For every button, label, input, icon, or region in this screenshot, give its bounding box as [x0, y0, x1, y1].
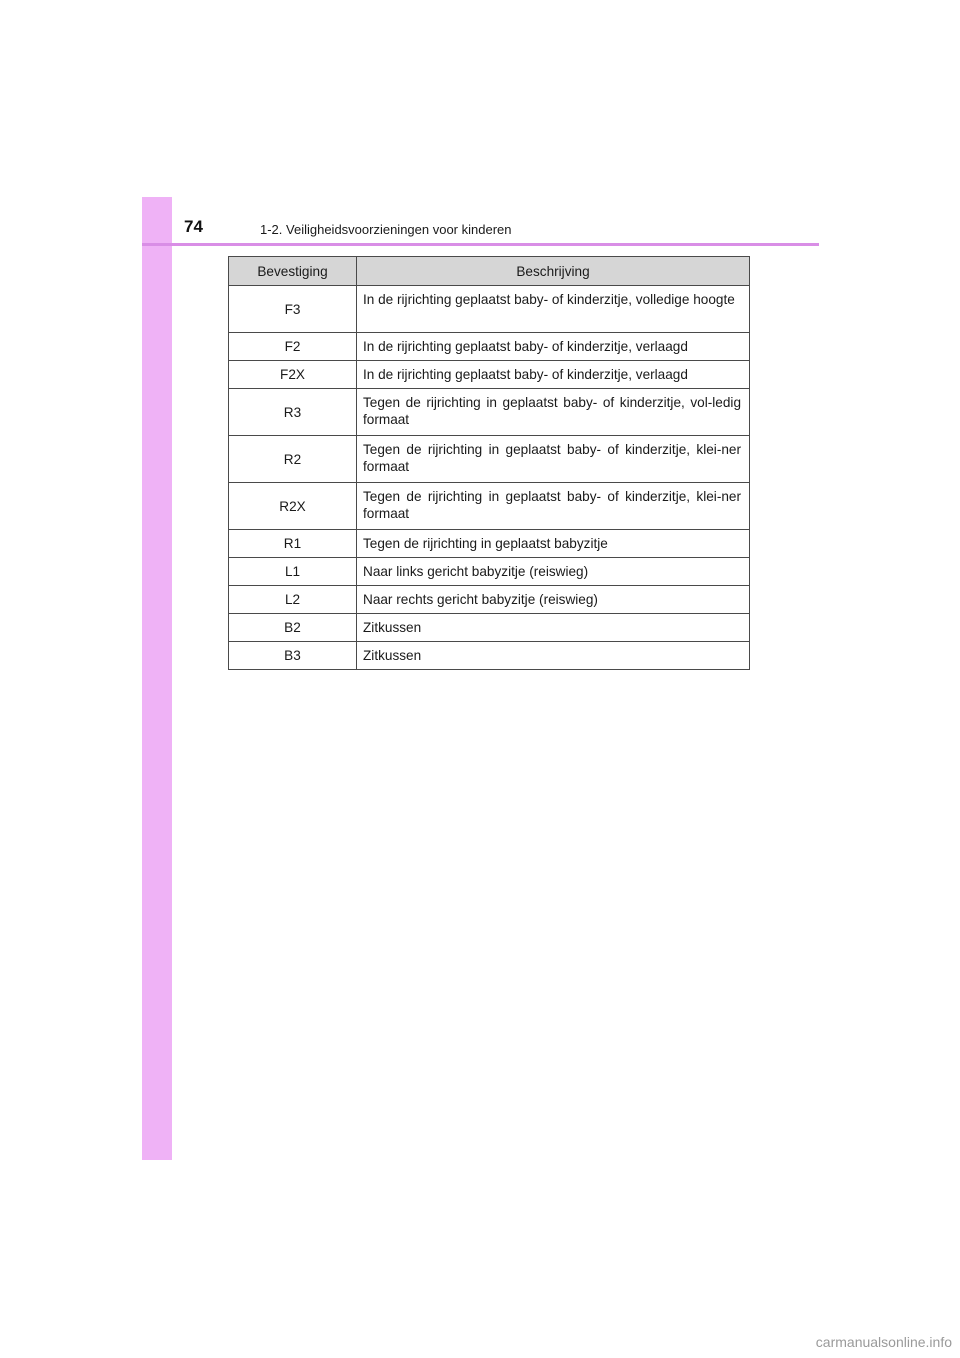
fixation-description: Tegen de rijrichting in geplaatst babyzitje: [357, 530, 750, 558]
fixation-code: R3: [229, 389, 357, 436]
fixation-description: Tegen de rijrichting in geplaatst baby- of kinderzitje, vol-ledig formaat: [357, 389, 750, 436]
table-row: [229, 614, 750, 642]
fixation-code: R2X: [229, 483, 357, 530]
fixation-description: In de rijrichting geplaatst baby- of kinderzitje, verlaagd: [357, 333, 750, 361]
table-row: [229, 436, 750, 483]
column-header-fixation: Bevestiging: [229, 257, 357, 286]
table-row: [229, 286, 750, 333]
table-row: [229, 483, 750, 530]
table-row: [229, 361, 750, 389]
column-header-description: Beschrijving: [357, 257, 750, 286]
fixation-description: Zitkussen: [357, 614, 750, 642]
section-title: 1-2. Veiligheidsvoorzieningen voor kinderen: [260, 222, 512, 237]
fixation-description: Naar rechts gericht babyzitje (reiswieg): [357, 586, 750, 614]
fixation-code: B3: [229, 642, 357, 670]
fixation-description: In de rijrichting geplaatst baby- of kinderzitje, volledige hoogte: [357, 286, 750, 333]
table-row: [229, 530, 750, 558]
fixation-code: F3: [229, 286, 357, 333]
fixation-description: In de rijrichting geplaatst baby- of kinderzitje, verlaagd: [357, 361, 750, 389]
table-row: [229, 558, 750, 586]
fixation-code: R1: [229, 530, 357, 558]
fixation-description: Tegen de rijrichting in geplaatst baby- of kinderzitje, klei-ner formaat: [357, 483, 750, 530]
fixation-description: Zitkussen: [357, 642, 750, 670]
fixation-table: [228, 256, 750, 670]
page-number: 74: [184, 217, 203, 236]
fixation-code: F2: [229, 333, 357, 361]
fixation-code: L2: [229, 586, 357, 614]
table-row: [229, 586, 750, 614]
fixation-description: Tegen de rijrichting in geplaatst baby- of kinderzitje, klei-ner formaat: [357, 436, 750, 483]
header-divider: [142, 243, 819, 246]
section-color-band: [142, 197, 172, 1160]
table-row: [229, 333, 750, 361]
footer-watermark: carmanualsonline.info: [815, 1334, 952, 1350]
fixation-description: Naar links gericht babyzitje (reiswieg): [357, 558, 750, 586]
fixation-code: B2: [229, 614, 357, 642]
fixation-code: R2: [229, 436, 357, 483]
table-row: [229, 389, 750, 436]
fixation-code: F2X: [229, 361, 357, 389]
table-row: [229, 642, 750, 670]
fixation-code: L1: [229, 558, 357, 586]
fixation-table-container: [228, 256, 749, 670]
table-header-row: [229, 257, 750, 286]
